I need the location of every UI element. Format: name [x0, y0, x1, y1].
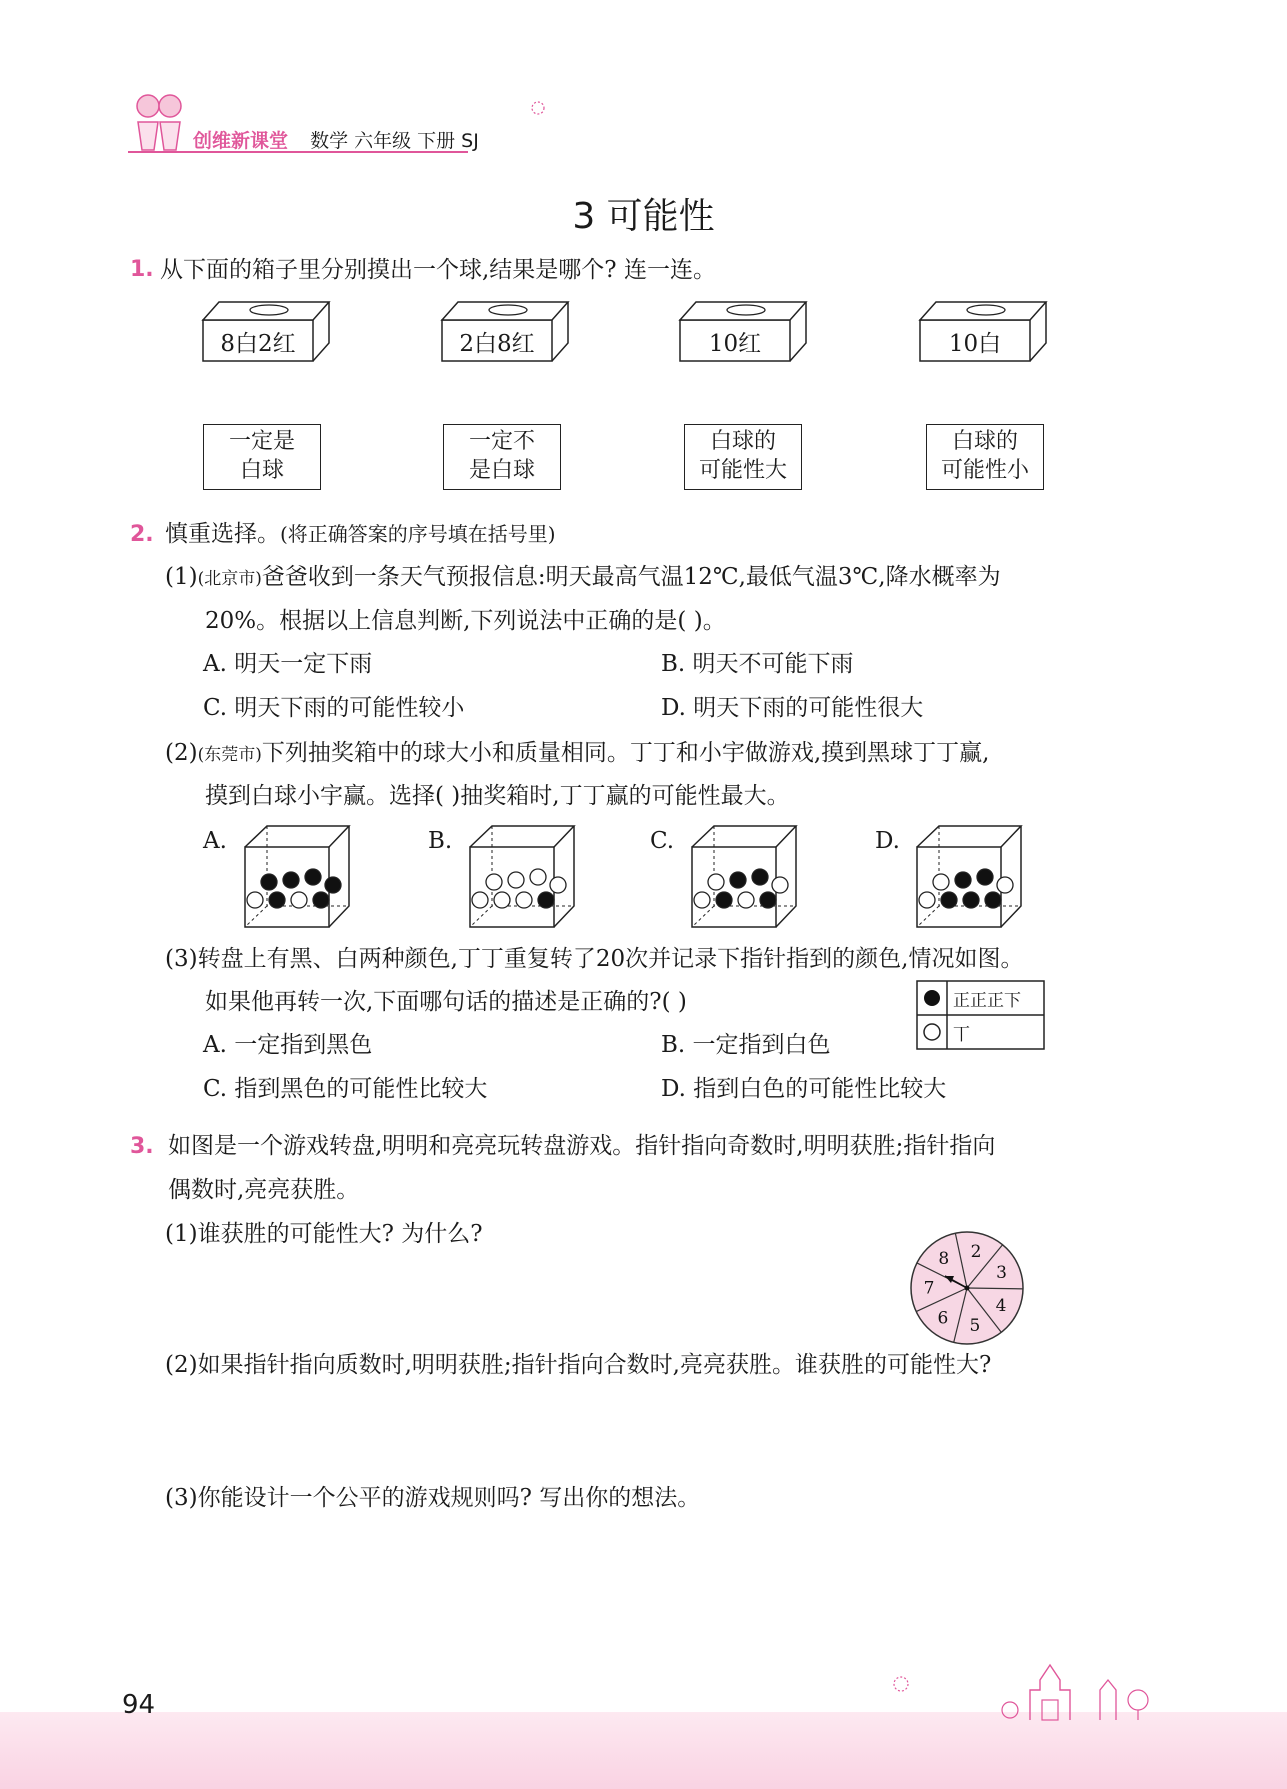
- lottery-box-label: A.: [203, 828, 227, 854]
- spinner-number: 4: [995, 1296, 1007, 1316]
- header-mascot-icon: [128, 88, 188, 158]
- white-ball: [708, 874, 724, 890]
- q2-p1-line2: 20%。根据以上信息判断,下列说法中正确的是( )。: [205, 608, 726, 634]
- white-ball: [550, 877, 566, 893]
- black-ball: [538, 892, 554, 908]
- black-ball: [955, 872, 971, 888]
- page-title: 3 可能性: [572, 196, 715, 237]
- q2-p1-text: 爸爸收到一条天气预报信息:明天最高气温12℃,最低气温3℃,降水概率为: [261, 564, 1001, 590]
- result-option-line: 一定是: [228, 429, 295, 454]
- q2-p3-line2: 如果他再转一次,下面哪句话的描述是正确的?( ): [205, 989, 687, 1015]
- result-option-line: 一定不: [468, 429, 535, 454]
- white-ball: [494, 892, 510, 908]
- result-option-box: [203, 424, 321, 490]
- black-ball: [730, 872, 746, 888]
- ball-box-label: 8白2红: [220, 331, 296, 357]
- white-ball: [933, 874, 949, 890]
- q3-line2: 偶数时,亮亮获胜。: [168, 1177, 360, 1203]
- result-option-line: 白球的: [709, 429, 776, 454]
- book-info: 数学 六年级 下册 SJ: [310, 130, 479, 152]
- white-ball: [919, 892, 935, 908]
- ball-box-label: 2白8红: [459, 331, 535, 357]
- q2-p3-option-c: C. 指到黑色的可能性比较大: [203, 1076, 488, 1102]
- tally-white: 丅: [953, 1025, 970, 1045]
- q2-p3-line1: (3)转盘上有黑、白两种颜色,丁丁重复转了20次并记录下指针指到的颜色,情况如图。: [165, 946, 1024, 972]
- header-rule: [128, 150, 468, 154]
- black-ball: [985, 892, 1001, 908]
- lottery-box-label: C.: [650, 828, 675, 854]
- white-ball: [486, 874, 502, 890]
- spinner-number: 8: [938, 1248, 950, 1269]
- black-ball: [325, 877, 341, 893]
- black-ball: [977, 869, 993, 885]
- white-ball: [472, 892, 488, 908]
- result-option-line: 可能性大: [698, 458, 787, 483]
- result-option-line: 白球的: [951, 429, 1018, 454]
- q2-p1-line1: [165, 562, 1001, 594]
- lottery-box-label: D.: [875, 828, 900, 854]
- q2-p1-option-c: C. 明天下雨的可能性较小: [203, 695, 465, 721]
- lottery-box: [468, 822, 578, 932]
- lottery-box: [915, 822, 1025, 932]
- black-ball: [760, 892, 776, 908]
- q2-p3-option-d: D. 指到白色的可能性比较大: [661, 1076, 947, 1102]
- white-ball: [997, 877, 1013, 893]
- result-option-box: [684, 424, 802, 490]
- white-ball: [530, 869, 546, 885]
- q2-p2-prefix: (2): [165, 740, 198, 766]
- spinner-number: 2: [970, 1242, 982, 1263]
- q1-number: 1.: [130, 257, 154, 282]
- q2-p2-line2: 摸到白球小宇赢。选择( )抽奖箱时,丁丁赢的可能性最大。: [205, 783, 790, 809]
- q2-p1-option-b: B. 明天不可能下雨: [661, 651, 854, 677]
- spinner-number: 6: [937, 1308, 949, 1329]
- white-ball: [738, 892, 754, 908]
- header: [193, 126, 479, 153]
- result-option-line: 可能性小: [940, 458, 1029, 483]
- black-ball: [283, 872, 299, 888]
- lottery-box: [690, 822, 800, 932]
- q3-sub2: (2)如果指针指向质数时,明明获胜;指针指向合数时,亮亮获胜。谁获胜的可能性大?: [165, 1352, 992, 1378]
- q3-line1: 如图是一个游戏转盘,明明和亮亮玩转盘游戏。指针指向奇数时,明明获胜;指针指向: [168, 1133, 996, 1159]
- lottery-box-label: B.: [428, 828, 453, 854]
- q2-p1-city: (北京市): [197, 569, 262, 589]
- white-ball: [694, 892, 710, 908]
- black-ball: [305, 869, 321, 885]
- white-ball: [247, 892, 263, 908]
- q2-p2-city: (东莞市): [197, 745, 262, 765]
- flower-decoration-icon: [890, 1673, 912, 1695]
- q1-text: 从下面的箱子里分别摸出一个球,结果是哪个? 连一连。: [160, 257, 716, 283]
- flower-decoration-icon: [528, 98, 548, 118]
- lottery-box: [243, 822, 353, 932]
- spinner-number: 7: [923, 1278, 935, 1299]
- q2-number: 2.: [130, 522, 154, 547]
- result-option-line: 是白球: [468, 458, 535, 483]
- castle-decoration-icon: [990, 1650, 1160, 1720]
- white-ball: [516, 892, 532, 908]
- q2-p1-option-a: A. 明天一定下雨: [203, 651, 373, 677]
- black-ball: [941, 892, 957, 908]
- black-ball: [716, 892, 732, 908]
- ball-box-label: 10红: [708, 331, 762, 357]
- spinner-number: 3: [996, 1263, 1007, 1284]
- black-ball: [269, 892, 285, 908]
- white-ball: [291, 892, 307, 908]
- result-option-box: [926, 424, 1044, 490]
- brand-name: 创维新课堂: [193, 130, 289, 152]
- q2-text: [165, 519, 556, 549]
- q3-sub3: (3)你能设计一个公平的游戏规则吗? 写出你的想法。: [165, 1485, 701, 1511]
- white-ball: [772, 877, 788, 893]
- q2-title: 慎重选择。: [165, 521, 280, 547]
- q2-p3-option-b: B. 一定指到白色: [661, 1032, 831, 1058]
- q3-number: 3.: [130, 1134, 154, 1159]
- tally-black: 正正正下: [953, 991, 1021, 1011]
- black-ball: [313, 892, 329, 908]
- black-ball: [261, 874, 277, 890]
- black-ball: [752, 869, 768, 885]
- spinner-wheel: [908, 1229, 1026, 1347]
- q3-sub1: (1)谁获胜的可能性大? 为什么?: [165, 1221, 483, 1247]
- q2-note: (将正确答案的序号填在括号里): [280, 522, 556, 546]
- white-ball: [508, 872, 524, 888]
- page-number: 94: [122, 1690, 156, 1720]
- ball-box-label: 10白: [948, 331, 1002, 357]
- result-option-box: [443, 424, 561, 490]
- q2-p1-option-d: D. 明天下雨的可能性很大: [661, 695, 924, 721]
- q2-p2-line1: [165, 738, 989, 770]
- spinner-number: 5: [969, 1316, 981, 1337]
- q2-p3-option-a: A. 一定指到黑色: [203, 1032, 373, 1058]
- q2-p1-prefix: (1): [165, 564, 198, 590]
- q2-p2-text: 下列抽奖箱中的球大小和质量相同。丁丁和小宇做游戏,摸到黑球丁丁赢,: [261, 740, 990, 766]
- footer-band: [0, 1712, 1287, 1789]
- black-ball: [963, 892, 979, 908]
- result-option-line: 白球: [239, 458, 284, 483]
